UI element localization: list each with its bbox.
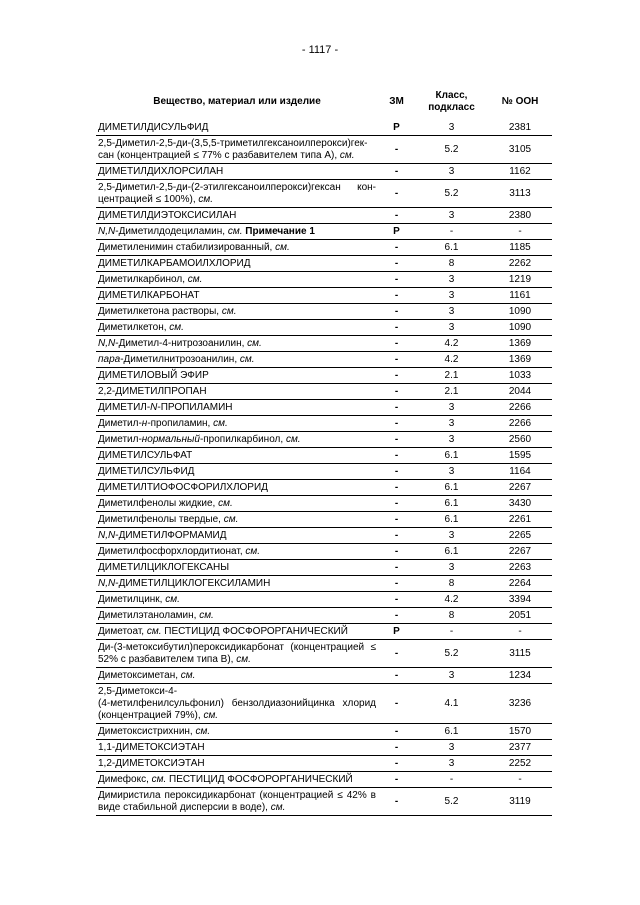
hazard-class: 6.1 [415, 544, 488, 560]
un-number: 2051 [488, 608, 552, 624]
substance-name [96, 224, 378, 240]
substance-name [96, 544, 378, 560]
column-header-class-line1: Класс, [435, 89, 468, 101]
un-number: 2252 [488, 756, 552, 772]
environmental-marker: - [378, 164, 415, 180]
substance-name-part: см. [275, 242, 290, 253]
un-number: - [488, 624, 552, 640]
environmental-marker: - [378, 788, 415, 816]
substance-name [96, 512, 378, 528]
un-number: 3113 [488, 180, 552, 208]
table-row [96, 368, 552, 384]
un-number: 2263 [488, 560, 552, 576]
environmental-marker: - [378, 272, 415, 288]
un-number: 1162 [488, 164, 552, 180]
table-row [96, 416, 552, 432]
substance-name-part: Диметилкетона растворы, [98, 306, 222, 317]
un-number: 2266 [488, 416, 552, 432]
un-number: 1090 [488, 304, 552, 320]
substance-name [96, 740, 378, 756]
substance-name-part: см. [247, 338, 262, 349]
table-row [96, 512, 552, 528]
substance-name-part: Димиристила пероксидикарбонат (концентрацией ≤ 42% в виде стабильной дисперсии в воде), [98, 790, 376, 813]
hazard-class: 8 [415, 576, 488, 592]
substance-name-part: см. [198, 194, 214, 205]
substance-name-part: Диметил- [98, 434, 142, 445]
un-number: 3236 [488, 684, 552, 724]
table-row [96, 208, 552, 224]
substance-name [96, 772, 378, 788]
column-header-un-number: № ООН [501, 95, 539, 107]
un-number: - [488, 772, 552, 788]
un-number: 3115 [488, 640, 552, 668]
page-number: - 1117 - [301, 44, 339, 56]
table-row [96, 180, 552, 208]
substance-name-part: см. [203, 710, 219, 721]
substance-name [96, 272, 378, 288]
substance-name-part: ДИМЕТИЛОВЫЙ ЭФИР [98, 370, 209, 381]
substance-name [96, 120, 378, 136]
table-row [96, 256, 552, 272]
substance-name-part: -Диметилнитрозоанилин, [120, 354, 240, 365]
environmental-marker: - [378, 480, 415, 496]
hazard-class: 2.1 [415, 384, 488, 400]
environmental-marker: - [378, 448, 415, 464]
substance-name-part: N,N [98, 226, 116, 237]
table-row [96, 352, 552, 368]
substance-name [96, 180, 378, 208]
table-row [96, 120, 552, 136]
substance-name-part: см. [195, 726, 211, 737]
hazard-class: 8 [415, 256, 488, 272]
hazard-class: 3 [415, 416, 488, 432]
substance-name-part: Диметилэтаноламин, [98, 610, 200, 621]
table-row [96, 756, 552, 772]
hazard-class: 3 [415, 208, 488, 224]
environmental-marker: Р [378, 624, 415, 640]
un-number: 2265 [488, 528, 552, 544]
substance-name-part: 2,5-Диметил-2,5-ди-(2-этилгексаноилперокси)гексан кон-центрацией ≤ 100%), [98, 182, 376, 205]
substance-name-part: Примечание 1 [245, 226, 315, 237]
table-row [96, 624, 552, 640]
table-row [96, 272, 552, 288]
un-number: 3119 [488, 788, 552, 816]
substance-name-part: Диметоксиметан, [98, 670, 181, 681]
substance-name-part: см. [169, 322, 184, 333]
substance-name [96, 684, 378, 724]
substance-name-part: ДИМЕТИЛЦИКЛОГЕКСАНЫ [98, 562, 230, 573]
substance-name-part: N,N [98, 578, 116, 589]
hazard-class: 5.2 [415, 136, 488, 164]
substance-name-part: -Диметилдодециламин, [115, 226, 228, 237]
hazard-class: 3 [415, 756, 488, 772]
hazard-class: - [415, 224, 488, 240]
substance-name [96, 240, 378, 256]
hazard-class: 4.1 [415, 684, 488, 724]
un-number: 2267 [488, 544, 552, 560]
hazard-class: 3 [415, 432, 488, 448]
hazard-class: 6.1 [415, 240, 488, 256]
environmental-marker: - [378, 740, 415, 756]
substance-name-part: 2,5-Диметил-2,5-ди-(3,5,5-триметилгексаноилперокси)гек-сан (концентрацией ≤ 77% с разбавителем типа А), [98, 138, 368, 161]
column-header-em: ЗМ [389, 95, 404, 107]
un-number: 2381 [488, 120, 552, 136]
substance-name-part: Диметоат, [98, 626, 147, 637]
hazard-class: 3 [415, 560, 488, 576]
environmental-marker: - [378, 304, 415, 320]
table-row [96, 560, 552, 576]
dangerous-goods-table [96, 86, 552, 816]
substance-name-part: Диметилкарбинол, [98, 274, 188, 285]
substance-name-part: ДИМЕТИЛДИСУЛЬФИД [98, 122, 209, 133]
substance-name-part: -ДИМЕТИЛФОРМАМИД [115, 530, 227, 541]
substance-name [96, 400, 378, 416]
hazard-class: 3 [415, 304, 488, 320]
substance-name-part: см. [236, 654, 251, 665]
hazard-class: 5.2 [415, 180, 488, 208]
environmental-marker: - [378, 240, 415, 256]
substance-name-part: (4-метилфенилсульфонил) бензолдиазонийцинка хлорид (концентрацией 79%), [98, 698, 376, 721]
hazard-class: 3 [415, 740, 488, 756]
substance-name-part: ПЕСТИЦИД ФОСФОРОРГАНИЧЕСКИЙ [166, 774, 353, 785]
substance-name [96, 448, 378, 464]
hazard-class: 8 [415, 608, 488, 624]
table-row [96, 320, 552, 336]
substance-name [96, 256, 378, 272]
environmental-marker: - [378, 136, 415, 164]
substance-name-part: Диметилфенолы твердые, [98, 514, 224, 525]
environmental-marker: - [378, 560, 415, 576]
substance-name [96, 432, 378, 448]
substance-name-part: -пропиламин, [147, 418, 214, 429]
table-row [96, 640, 552, 668]
hazard-class: 3 [415, 164, 488, 180]
substance-name-part: см. [151, 774, 167, 785]
hazard-class: 6.1 [415, 480, 488, 496]
environmental-marker: - [378, 336, 415, 352]
substance-name [96, 560, 378, 576]
substance-name [96, 464, 378, 480]
substance-name [96, 352, 378, 368]
table-row [96, 336, 552, 352]
substance-name-part: Диметиленимин стабилизированный, [98, 242, 276, 253]
table-row [96, 740, 552, 756]
table-row [96, 496, 552, 512]
table-row [96, 576, 552, 592]
un-number: 3394 [488, 592, 552, 608]
substance-name-part: ДИМЕТИЛКАРБАМОИЛХЛОРИД [98, 258, 251, 269]
hazard-class: 6.1 [415, 448, 488, 464]
substance-name-part: 1,1-ДИМЕТОКСИЭТАН [98, 742, 205, 753]
un-number: 2560 [488, 432, 552, 448]
substance-name-part: пара [98, 354, 121, 365]
un-number: 2267 [488, 480, 552, 496]
hazard-class: 3 [415, 464, 488, 480]
table-row [96, 480, 552, 496]
table-row [96, 400, 552, 416]
environmental-marker: - [378, 640, 415, 668]
un-number: 1033 [488, 368, 552, 384]
substance-name [96, 304, 378, 320]
environmental-marker: - [378, 464, 415, 480]
substance-name [96, 528, 378, 544]
column-header-class-line2: подкласс [428, 101, 475, 113]
substance-name [96, 724, 378, 740]
hazard-class: 3 [415, 528, 488, 544]
un-number: - [488, 224, 552, 240]
table-body [96, 120, 552, 816]
environmental-marker: - [378, 416, 415, 432]
substance-name-part: см. [199, 610, 214, 621]
environmental-marker: - [378, 180, 415, 208]
substance-name-part: N [150, 402, 158, 413]
substance-name-part: см. [270, 802, 286, 813]
environmental-marker: - [378, 208, 415, 224]
hazard-class: 4.2 [415, 352, 488, 368]
substance-name [96, 208, 378, 224]
substance-name-part: -Диметил-4-нитрозоанилин, [115, 338, 248, 349]
hazard-class: 6.1 [415, 496, 488, 512]
environmental-marker: - [378, 352, 415, 368]
substance-name-part: н [141, 418, 148, 429]
substance-name-part: см. [245, 546, 261, 557]
substance-name-part: Диметилфенолы жидкие, [98, 498, 219, 509]
substance-name-part: см. [221, 306, 237, 317]
environmental-marker: - [378, 756, 415, 772]
substance-name-part: Ди-(3-метоксибутил)пероксидикарбонат (концентрацией ≤ 52% с разбавителем типа В), [98, 642, 376, 665]
un-number: 2264 [488, 576, 552, 592]
substance-name [96, 164, 378, 180]
table-row [96, 240, 552, 256]
substance-name [96, 480, 378, 496]
substance-name [96, 336, 378, 352]
substance-name-part: Диметилфосфорхлордитионат, [98, 546, 246, 557]
substance-name-part: см. [339, 150, 355, 161]
environmental-marker: - [378, 512, 415, 528]
substance-name [96, 624, 378, 640]
substance-name [96, 384, 378, 400]
substance-name-part: см. [165, 594, 180, 605]
substance-name [96, 788, 378, 816]
un-number: 3105 [488, 136, 552, 164]
table-row [96, 384, 552, 400]
hazard-class: 3 [415, 320, 488, 336]
substance-name [96, 288, 378, 304]
hazard-class: - [415, 772, 488, 788]
substance-name-part: см. [213, 418, 228, 429]
substance-name-part: 2,5-Диметокси-4- [98, 686, 178, 697]
substance-name-part: Димефокс, [98, 774, 152, 785]
table-row [96, 288, 552, 304]
un-number: 1570 [488, 724, 552, 740]
hazard-class: 6.1 [415, 724, 488, 740]
environmental-marker: - [378, 256, 415, 272]
substance-name [96, 756, 378, 772]
substance-name-part: N,N [98, 530, 116, 541]
environmental-marker: - [378, 400, 415, 416]
substance-name-part: см. [227, 226, 243, 237]
substance-name-part: см. [239, 354, 255, 365]
substance-name-part: см. [187, 274, 203, 285]
hazard-class: 3 [415, 120, 488, 136]
un-number: 1164 [488, 464, 552, 480]
un-number: 2266 [488, 400, 552, 416]
substance-name-part: ДИМЕТИЛДИХЛОРСИЛАН [98, 166, 224, 177]
substance-name-part: Диметилцинк, [98, 594, 166, 605]
table-row [96, 432, 552, 448]
un-number: 1090 [488, 320, 552, 336]
substance-name-part: см. [218, 498, 233, 509]
substance-name-part: ДИМЕТИЛДИЭТОКСИСИЛАН [98, 210, 237, 221]
substance-name-part: 1,2-ДИМЕТОКСИЭТАН [98, 758, 205, 769]
un-number: 3430 [488, 496, 552, 512]
table-row [96, 772, 552, 788]
environmental-marker: - [378, 592, 415, 608]
substance-name [96, 576, 378, 592]
un-number: 2262 [488, 256, 552, 272]
table-row [96, 304, 552, 320]
substance-name [96, 416, 378, 432]
table-header [96, 86, 552, 120]
environmental-marker: - [378, 368, 415, 384]
substance-name-part: см. [285, 434, 301, 445]
un-number: 2261 [488, 512, 552, 528]
un-number: 1185 [488, 240, 552, 256]
substance-name-part: нормальный [141, 434, 200, 445]
table-row [96, 136, 552, 164]
environmental-marker: - [378, 772, 415, 788]
substance-name [96, 320, 378, 336]
table-row [96, 608, 552, 624]
hazard-class: 3 [415, 272, 488, 288]
hazard-class: 5.2 [415, 788, 488, 816]
hazard-class: 6.1 [415, 512, 488, 528]
substance-name [96, 592, 378, 608]
table-row [96, 684, 552, 724]
substance-name [96, 368, 378, 384]
environmental-marker: - [378, 288, 415, 304]
substance-name-part: ДИМЕТИЛТИОФОСФОРИЛХЛОРИД [98, 482, 268, 493]
substance-name-part: N,N [98, 338, 116, 349]
column-header-substance: Вещество, материал или изделие [153, 95, 321, 107]
substance-name [96, 608, 378, 624]
table-row [96, 592, 552, 608]
substance-name-part: ПЕСТИЦИД ФОСФОРОРГАНИЧЕСКИЙ [161, 626, 348, 637]
substance-name-part: Диметилкетон, [98, 322, 170, 333]
substance-name-part: ДИМЕТИЛСУЛЬФАТ [98, 450, 193, 461]
substance-name-part: см. [146, 626, 162, 637]
table-row [96, 448, 552, 464]
table-row [96, 544, 552, 560]
hazard-class: 3 [415, 668, 488, 684]
hazard-class: - [415, 624, 488, 640]
hazard-class: 3 [415, 400, 488, 416]
hazard-class: 2.1 [415, 368, 488, 384]
un-number: 2380 [488, 208, 552, 224]
environmental-marker: Р [378, 224, 415, 240]
hazard-class: 3 [415, 288, 488, 304]
environmental-marker: - [378, 544, 415, 560]
substance-name [96, 640, 378, 668]
hazard-class: 4.2 [415, 592, 488, 608]
un-number: 1369 [488, 336, 552, 352]
substance-name-part: Диметоксистрихнин, [98, 726, 196, 737]
un-number: 1161 [488, 288, 552, 304]
substance-name-part: см. [223, 514, 239, 525]
substance-name-part: 2,2-ДИМЕТИЛПРОПАН [98, 386, 207, 397]
un-number: 2044 [488, 384, 552, 400]
environmental-marker: - [378, 384, 415, 400]
environmental-marker: - [378, 528, 415, 544]
un-number: 1595 [488, 448, 552, 464]
substance-name-part: -пропилкарбинол, [199, 434, 286, 445]
environmental-marker: Р [378, 120, 415, 136]
table-row [96, 164, 552, 180]
table-row [96, 788, 552, 816]
un-number: 1219 [488, 272, 552, 288]
substance-name [96, 136, 378, 164]
environmental-marker: - [378, 576, 415, 592]
substance-name [96, 496, 378, 512]
substance-name-part: ДИМЕТИЛКАРБОНАТ [98, 290, 200, 301]
substance-name-part: ДИМЕТИЛСУЛЬФИД [98, 466, 195, 477]
hazard-class: 5.2 [415, 640, 488, 668]
substance-name [96, 668, 378, 684]
substance-name-part: -ДИМЕТИЛЦИКЛОГЕКСИЛАМИН [115, 578, 271, 589]
environmental-marker: - [378, 496, 415, 512]
environmental-marker: - [378, 668, 415, 684]
un-number: 1234 [488, 668, 552, 684]
table-row [96, 668, 552, 684]
environmental-marker: - [378, 684, 415, 724]
environmental-marker: - [378, 608, 415, 624]
environmental-marker: - [378, 432, 415, 448]
table-row [96, 724, 552, 740]
environmental-marker: - [378, 320, 415, 336]
un-number: 2377 [488, 740, 552, 756]
substance-name-part: Диметил- [98, 418, 142, 429]
substance-name-part: см. [180, 670, 196, 681]
column-header-class [415, 86, 488, 120]
table-row [96, 464, 552, 480]
environmental-marker: - [378, 724, 415, 740]
hazard-class: 4.2 [415, 336, 488, 352]
substance-name-part: -ПРОПИЛАМИН [157, 402, 233, 413]
substance-name-part: ДИМЕТИЛ- [98, 402, 151, 413]
table-row [96, 224, 552, 240]
un-number: 1369 [488, 352, 552, 368]
table-row [96, 528, 552, 544]
